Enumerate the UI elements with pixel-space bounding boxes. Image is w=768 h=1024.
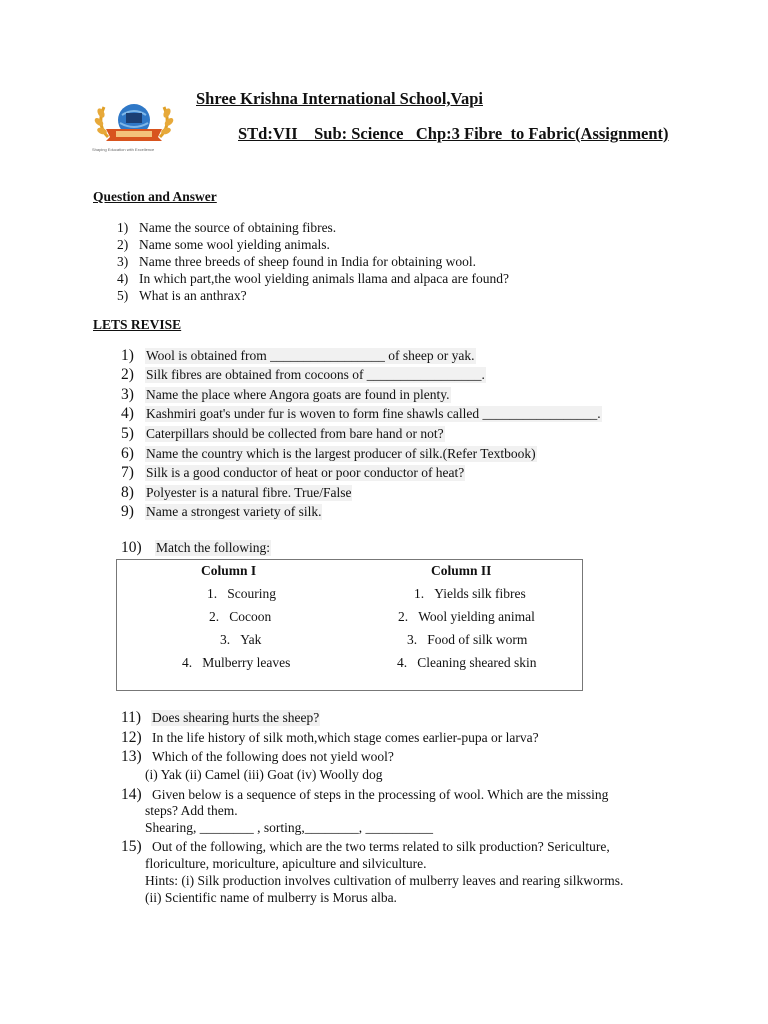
item-text: Name three breeds of sheep found in India for obtaining wool. bbox=[139, 254, 477, 269]
revise-heading: LETS REVISE bbox=[93, 317, 182, 332]
item-number: 4) bbox=[121, 405, 134, 422]
match-right-item bbox=[407, 632, 527, 648]
list-item bbox=[121, 386, 451, 404]
school-name: Shree Krishna International School,Vapi bbox=[196, 89, 483, 108]
school-emblem-icon bbox=[86, 97, 182, 153]
list-item bbox=[117, 254, 509, 271]
item-text: Caterpillars should be collected from bare hand or not? bbox=[146, 426, 444, 441]
item-number: 11) bbox=[121, 709, 142, 726]
match-left-item bbox=[207, 586, 276, 602]
list-item bbox=[121, 425, 445, 443]
q14-line-2: steps? Add them. bbox=[145, 803, 238, 818]
item-text: Does shearing hurts the sheep? bbox=[152, 710, 320, 725]
item-number: 12) bbox=[121, 729, 142, 746]
item-number: 4) bbox=[117, 271, 129, 286]
item-number: 7) bbox=[121, 464, 134, 481]
column-2-header: Column II bbox=[431, 563, 492, 578]
item-number: 2) bbox=[121, 366, 134, 383]
subject-line: STd:VII Sub: Science Chp:3 Fibre to Fabric(Assignment) bbox=[238, 124, 669, 143]
item-text: Which of the following does not yield wool? bbox=[152, 749, 394, 764]
list-item bbox=[121, 786, 609, 804]
list-item bbox=[117, 288, 509, 305]
item-number: 6) bbox=[121, 445, 134, 462]
match-right-item bbox=[398, 609, 535, 625]
item-text: Out of the following, which are the two terms related to silk production? Sericulture, bbox=[152, 839, 610, 854]
item-text: Kashmiri goat's under fur is woven to form fine shawls called _________________. bbox=[146, 406, 601, 421]
q13-options: (i) Yak (ii) Camel (iii) Goat (iv) Woolly dog bbox=[145, 767, 383, 782]
item-number: 1. bbox=[414, 586, 425, 601]
item-text: What is an anthrax? bbox=[139, 288, 247, 303]
item-number: 5) bbox=[117, 288, 129, 303]
list-item bbox=[121, 503, 322, 521]
item-text: Cleaning sheared skin bbox=[417, 655, 537, 670]
item-text: Scouring bbox=[227, 586, 276, 601]
item-number: 3) bbox=[121, 386, 134, 403]
item-text: Given below is a sequence of steps in the processing of wool. Which are the missing bbox=[152, 787, 609, 802]
match-left-item bbox=[182, 655, 290, 671]
item-number: 3) bbox=[117, 254, 129, 269]
match-right-item bbox=[397, 655, 536, 671]
item-text: Wool is obtained from _________________ of sheep or yak. bbox=[146, 348, 475, 363]
list-item bbox=[121, 484, 352, 502]
item-text: Food of silk worm bbox=[427, 632, 528, 647]
item-text: Name the country which is the largest producer of silk.(Refer Textbook) bbox=[146, 446, 536, 461]
match-table bbox=[116, 559, 583, 691]
list-item bbox=[121, 748, 395, 766]
item-text: Name the source of obtaining fibres. bbox=[139, 220, 337, 235]
item-text: Name a strongest variety of silk. bbox=[146, 504, 322, 519]
qa-heading: Question and Answer bbox=[93, 189, 217, 204]
list-item bbox=[117, 271, 509, 288]
item-number: 3. bbox=[407, 632, 418, 647]
qa-list bbox=[117, 220, 509, 305]
column-1-header: Column I bbox=[201, 563, 257, 578]
q15-line-2: floriculture, moriculture, apiculture and silviculture. bbox=[145, 856, 427, 871]
item-text: In the life history of silk moth,which stage comes earlier-pupa or larva? bbox=[152, 730, 539, 745]
item-text: Name some wool yielding animals. bbox=[139, 237, 330, 252]
item-text: Polyester is a natural fibre. True/False bbox=[146, 485, 352, 500]
item-text: In which part,the wool yielding animals llama and alpaca are found? bbox=[139, 271, 509, 286]
item-text: Mulberry leaves bbox=[202, 655, 291, 670]
match-left-item bbox=[220, 632, 261, 648]
item-text: Cocoon bbox=[229, 609, 272, 624]
item-number: 1. bbox=[207, 586, 218, 601]
item-number: 9) bbox=[121, 503, 134, 520]
list-item bbox=[121, 347, 476, 365]
list-item bbox=[121, 366, 486, 384]
item-text: Wool yielding animal bbox=[418, 609, 535, 624]
school-logo bbox=[86, 97, 182, 153]
match-right-item bbox=[414, 586, 526, 602]
item-number: 14) bbox=[121, 786, 142, 803]
item-number: 4. bbox=[182, 655, 193, 670]
item-number: 5) bbox=[121, 425, 134, 442]
item-number: 1) bbox=[117, 220, 129, 235]
list-item bbox=[121, 445, 537, 463]
item-number: 3. bbox=[220, 632, 231, 647]
list-item bbox=[121, 405, 602, 423]
q15-line-3: Hints: (i) Silk production involves cultivation of mulberry leaves and rearing silkworms. bbox=[145, 873, 624, 888]
item-number: 1) bbox=[121, 347, 134, 364]
item-number: 13) bbox=[121, 748, 142, 765]
item-text: Silk is a good conductor of heat or poor conductor of heat? bbox=[146, 465, 465, 480]
match-title: Match the following: bbox=[156, 540, 270, 555]
item-number: 2. bbox=[209, 609, 220, 624]
item-number: 10) bbox=[121, 539, 142, 556]
q15-line-4: (ii) Scientific name of mulberry is Morus alba. bbox=[145, 890, 397, 905]
item-number: 8) bbox=[121, 484, 134, 501]
list-item bbox=[121, 838, 611, 856]
list-item bbox=[121, 709, 320, 727]
item-text: Yields silk fibres bbox=[434, 586, 526, 601]
item-number: 2. bbox=[398, 609, 409, 624]
match-title-row bbox=[121, 539, 271, 557]
match-left-item bbox=[209, 609, 271, 625]
item-number: 15) bbox=[121, 838, 142, 855]
q14-line-3: Shearing, ________ , sorting,________, __________ bbox=[145, 820, 433, 835]
item-text: Name the place where Angora goats are found in plenty. bbox=[146, 387, 450, 402]
list-item bbox=[121, 464, 465, 482]
item-number: 2) bbox=[117, 237, 129, 252]
item-text: Silk fibres are obtained from cocoons of _________________. bbox=[146, 367, 485, 382]
list-item bbox=[121, 729, 540, 747]
list-item bbox=[117, 237, 509, 254]
list-item bbox=[117, 220, 509, 237]
item-text: Yak bbox=[240, 632, 262, 647]
logo-tagline: Shaping Education with Excellence bbox=[92, 147, 155, 152]
item-number: 4. bbox=[397, 655, 408, 670]
